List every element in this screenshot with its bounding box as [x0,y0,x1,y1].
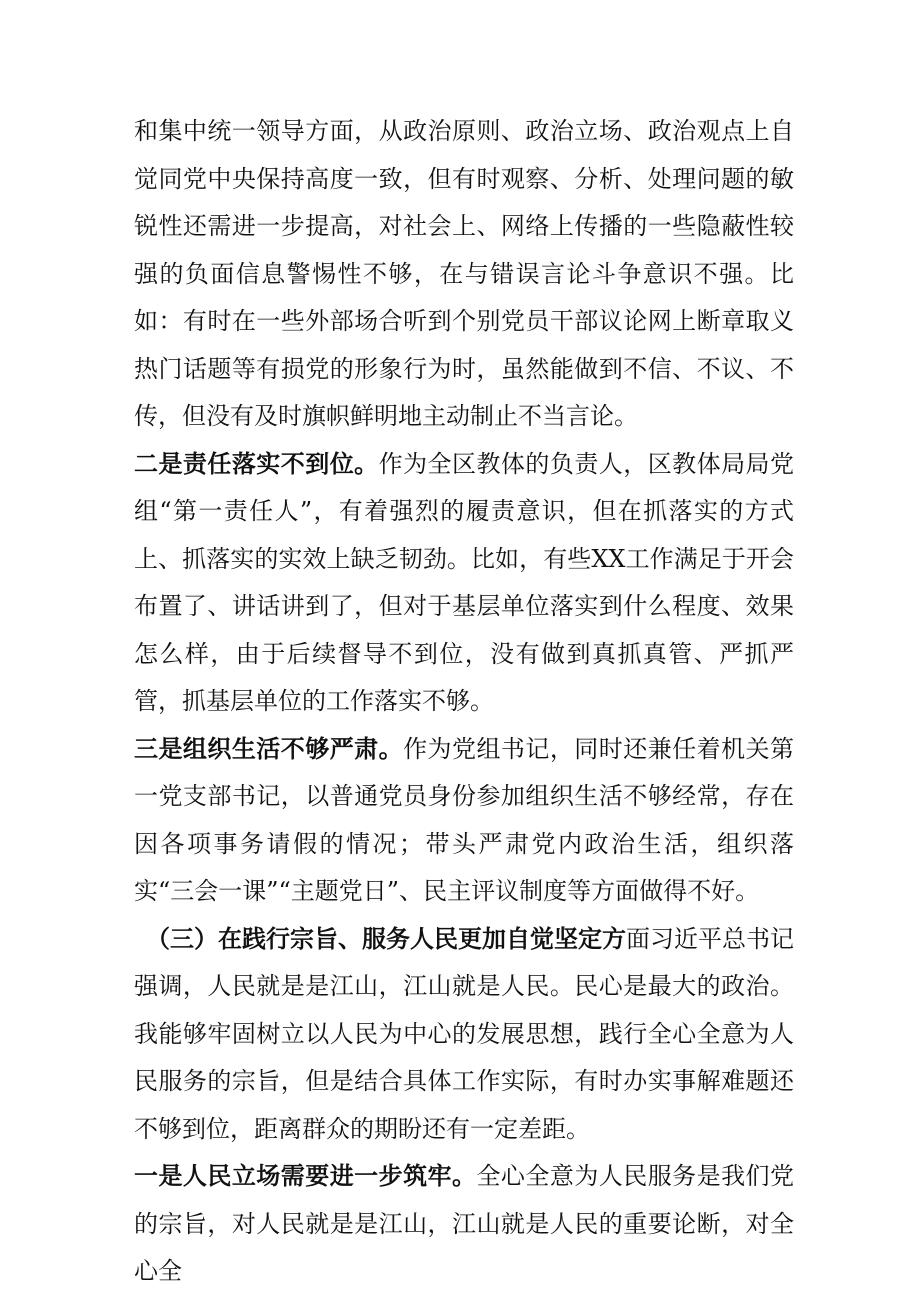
paragraph-lead: 一是人民立场需要进一步筑牢。 [134,1162,477,1190]
paragraph-text: 作为党组书记，同时还兼任着机关第一党支部书记，以普通党员身份参加组织生活不够经常，存在因各项事务请假的情况；带头严肃党内政治生活，组织落实“三会一课”“主题党日”、民主评议制度等方面做得不好。 [134,734,795,905]
section-heading: （三）在践行宗旨、服务人民更加自觉坚定方 [146,924,626,953]
paragraph-people-stance [134,1153,794,1296]
paragraph-text: 作为全区教体的负责人，区教体局局党组“第一责任人”，有着强烈的履责意识，但在抓落实的方式上、抓落实的实效上缺乏韧劲。比如，有些XX工作满足于开会布置了、讲话讲到了，但对于基层单位落实到什么程度、效果怎么样，由于后续督导不到位，没有做到真抓真管、严抓严管，抓基层单位的工作落实不够。 [134,449,795,715]
paragraph-organization-life [134,726,794,916]
paragraph-text: 面习近平总书记强调，人民就是是江山，江山就是人民。民心是最大的政治。我能够牢固树立以人民为中心的发展思想，践行全心全意为人民服务的宗旨，但是结合具体工作实际，有时办实事解难题还不够到位，距离群众的期盼还有一定差距。 [134,924,794,1143]
paragraph-section-three [134,916,794,1154]
paragraph-text: 全心全意为人民服务是我们党的宗旨，对人民就是是江山，江山就是人民的重要论断，对全心全 [134,1162,795,1285]
paragraph-political-stance [134,108,794,441]
document-body [134,108,794,1296]
paragraph-responsibility [134,441,794,726]
paragraph-lead: 三是组织生活不够严肃。 [134,734,404,763]
paragraph-lead: 二是责任落实不到位。 [134,449,379,478]
paragraph-text: 和集中统一领导方面，从政治原则、政治立场、政治观点上自觉同党中央保持高度一致，但有时观察、分析、处理问题的敏锐性还需进一步提高，对社会上、网络上传播的一些隐蔽性较强的负面信息警惕性不够，在与错误言论斗争意识不强。比如：有时在一些外部场合听到个别党员干部议论网上断章取义热门话题等有损党的形象行为时，虽然能做到不信、不议、不传，但没有及时旗帜鲜明地主动制止不当言论。 [134,117,794,430]
